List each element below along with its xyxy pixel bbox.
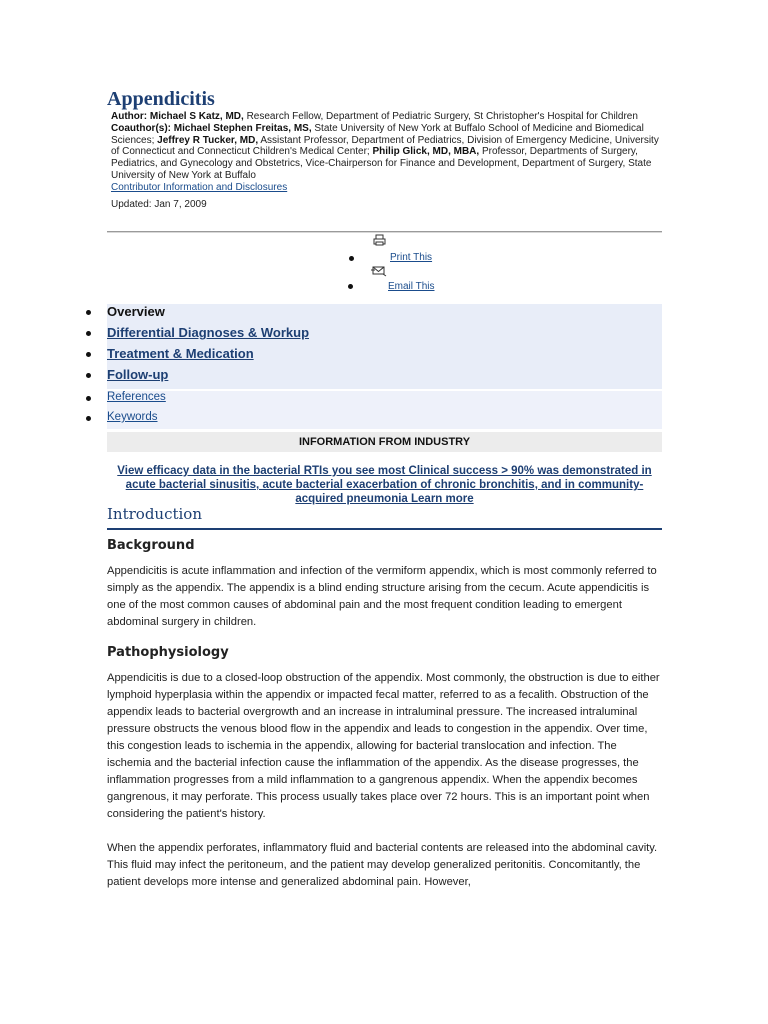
coauthor-name: Philip Glick, MD, MBA, [372,146,480,158]
byline [111,111,661,210]
divider [107,231,662,233]
coauthor-affiliation: Assistant Professor, Department of Pediatrics, Division of Emergency Medicine, University of Connecticut and Connecticut Children's Medical Center; [111,134,659,158]
nav-item-differential[interactable]: Differential Diagnoses & Workup [107,325,310,340]
coauthor-label: Coauthor(s): [111,122,171,134]
nav-item-keywords[interactable]: Keywords [107,411,158,423]
author-label: Author: [111,111,148,122]
section-heading-background: Background [107,538,195,553]
coauthor-line [111,123,661,182]
bullet-icon [349,256,354,261]
pathophysiology-paragraph-2: When the appendix perforates, inflammatory fluid and bacterial contents are released into the abdominal cavity. This fluid may infect the peritoneum, and the patient may develop generalized peritonitis. Concomitantly, the patient develops more intense and generalized abdominal pain. However, [107,842,658,888]
bullet-icon [348,284,353,289]
section-subnav [107,391,662,429]
coauthor-name: Jeffrey R Tucker, MD, [157,134,259,146]
author-name: Michael S Katz, MD, [149,111,244,122]
industry-promo-link[interactable]: View efficacy data in the bacterial RTIs you see most Clinical success > 90% was demonstrated in acute bacterial sinusitis, acute bacterial exacerbation of chronic bronchitis, and in community-acquired pneumonia Learn more [117,465,652,505]
pathophysiology-paragraph: Appendicitis is due to a closed-loop obstruction of the appendix. Most commonly, the obstruction is due to either lymphoid hyperplasia within the appendix or impacted fecal matter, referred to as a fecalith. Obstruction of the appendix leads to bacterial overgrowth and an increase in intraluminal pressure. The increased intraluminal pressure obstructs the venous blood flow in the appendix and leads to congestion in the appendix. Over time, this congestion leads to ischemia in the appendix, allowing for bacterial translocation and infection. The ischemia and the bacterial infection cause the inflammation of the appendix. As the disease progresses, the inflammation progresses from a mild inflammation to a gangrenous appendix. When the appendix becomes gangrenous, it may perforate. This process usually takes place over 72 hours. This is an important point when considering the patient's history. [107,672,660,820]
disclosures-link[interactable]: Contributor Information and Disclosures [111,181,288,193]
printer-icon[interactable] [373,234,386,249]
bullet-icon [86,352,91,357]
coauthor-affiliation: Professor, Departments of Surgery, Pediatrics, and Gynecology and Obstetrics, Vice-Chairperson for Finance and Development, Department of Surgery, State University of New York at Buffalo [111,146,652,181]
nav-item-follow-up[interactable]: Follow-up [107,367,169,382]
bullet-icon [86,416,91,421]
envelope-icon[interactable] [371,264,387,280]
nav-item-overview[interactable]: Overview [107,304,165,319]
nav-item-references[interactable]: References [107,391,166,403]
page-title: Appendicitis [107,88,215,110]
industry-header: INFORMATION FROM INDUSTRY [107,432,662,452]
bullet-icon [86,396,91,401]
bullet-icon [86,331,91,336]
bullet-icon [86,310,91,315]
section-heading-introduction: Introduction [107,505,662,530]
coauthor-name: Michael Stephen Freitas, MS, [173,122,312,134]
bullet-icon [86,373,91,378]
background-paragraph: Appendicitis is acute inflammation and infection of the vermiform appendix, which is most commonly referred to simply as the appendix. The appendix is a blind ending structure arising from the cecum. Acute appendicitis is one of the most common causes of abdominal pain and the most frequent condition leading to emergent abdominal surgery in children. [107,565,657,628]
author-line [111,111,661,123]
author-affiliation: Research Fellow, Department of Pediatric Surgery, St Christopher's Hospital for Children [246,111,638,122]
updated-date: Updated: Jan 7, 2009 [111,198,207,210]
coauthor-affiliation: State University of New York at Buffalo School of Medicine and Biomedical Sciences; [111,122,644,146]
section-heading-pathophysiology: Pathophysiology [107,645,229,660]
print-link[interactable]: Print This [390,252,433,263]
nav-item-treatment[interactable]: Treatment & Medication [107,346,254,361]
email-link[interactable]: Email This [388,281,435,292]
